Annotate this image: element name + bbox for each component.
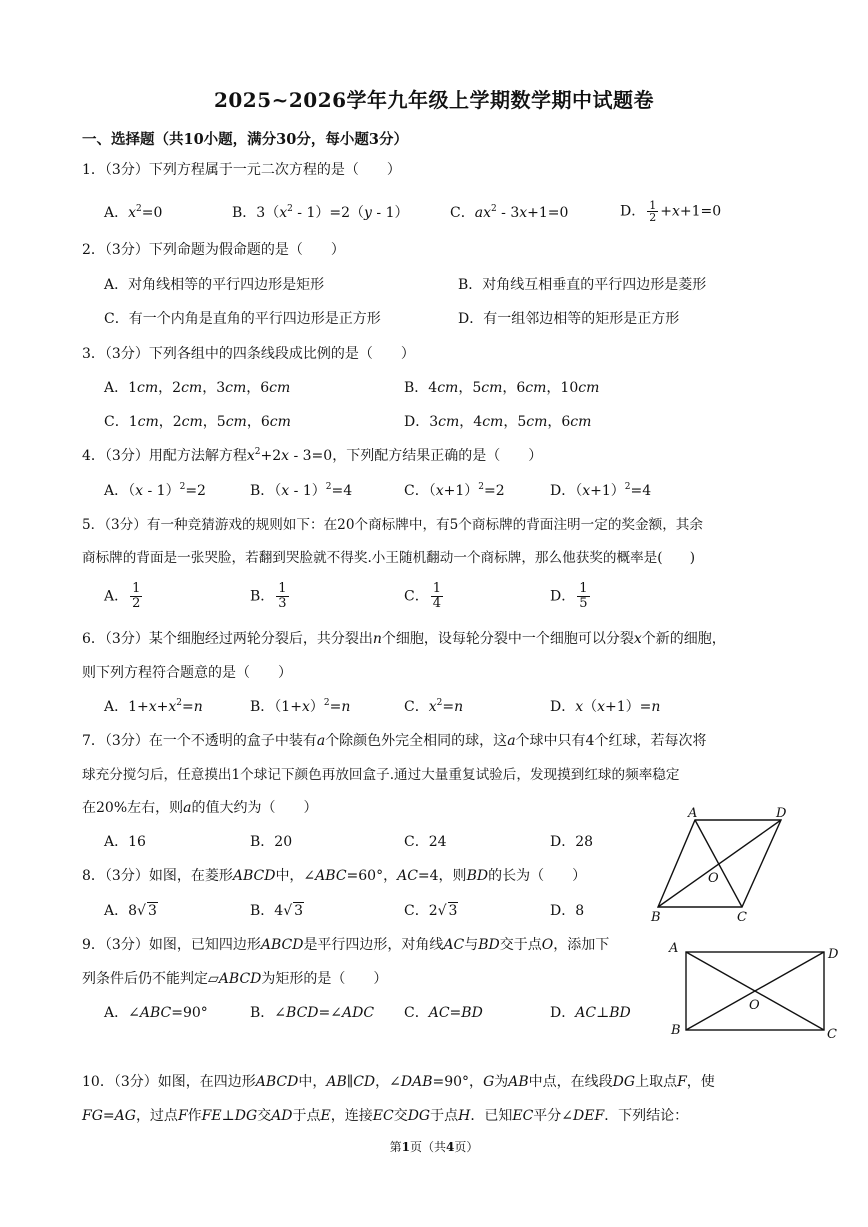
rhombus-figure: [648, 803, 796, 925]
q5-stem-line2: 商标牌的背面是一张哭脸，若翻到哭脸就不得奖.小王随机翻动一个商标牌，那么他获奖的概率是( ): [82, 550, 696, 566]
q3-option-a: A．1cm，2cm，3cm，6cm: [104, 380, 291, 396]
q3-stem: 3．（3分）下列各组中的四条线段成比例的是（ ）: [82, 346, 415, 362]
q9-option-c: C．AC=BD: [404, 1005, 483, 1021]
q1-option-c: C．$ax^2 - 3x+1=0$: [450, 204, 569, 221]
q7-option-b: B．20: [250, 834, 293, 850]
label-d: D: [828, 947, 839, 962]
label-b: B: [651, 910, 661, 925]
q10-stem-line1: 10．（3分）如图，在四边形ABCD中，AB∥CD，∠DAB=90°，G为AB中点，在线段DG上取点F，使: [82, 1074, 715, 1090]
q7-option-c: C．24: [404, 834, 447, 850]
q8-option-a: A．8√ 3: [104, 903, 157, 919]
q3-option-d: D．3cm，4cm，5cm，6cm: [404, 414, 592, 430]
q1-stem: 1．（3分）下列方程属于一元二次方程的是（ ）: [82, 162, 401, 178]
q7-stem-line1: 7．（3分）在一个不透明的盒子中装有a个除颜色外完全相同的球，这a个球中只有4个红球，若每次将: [82, 733, 707, 749]
rectangle-figure: [666, 938, 846, 1046]
q9-stem-line1: 9．（3分）如图，已知四边形ABCD是平行四边形，对角线AC与BD交于点O，添加下: [82, 937, 610, 953]
q2-option-c: C．有一个内角是直角的平行四边形是正方形: [104, 311, 381, 327]
q4-option-a: A．（x - 1）$^2$=2: [104, 482, 206, 499]
fraction: $\frac{1}{5}$: [579, 581, 588, 611]
q3-option-b: B．4cm，5cm，6cm，10cm: [404, 380, 600, 396]
q4-option-b: B．（x - 1）$^2$=4: [250, 482, 353, 499]
q2-stem: 2．（3分）下列命题为假命题的是（ ）: [82, 242, 345, 258]
q2-option-b: B．对角线互相垂直的平行四边形是菱形: [458, 277, 707, 293]
page-title: 2025~2026学年九年级上学期数学期中试题卷: [213, 88, 655, 112]
q6-option-b: B．$(1+x)^2=n$: [250, 698, 351, 715]
page-footer: 第1页（共4页）: [389, 1140, 479, 1154]
q9-stem-line2: 列条件后仍不能判定▱ABCD为矩形的是（ ）: [82, 971, 388, 987]
q8-option-d: D．8: [550, 903, 585, 919]
fraction: $\frac{1}{4}$: [432, 581, 441, 611]
q2-option-a: A．对角线相等的平行四边形是矩形: [104, 277, 325, 293]
label-a: A: [669, 941, 679, 956]
q8-option-b: B．4√ 3: [250, 903, 304, 919]
q7-stem-line3: 在20%左右，则a的值大约为（ ）: [82, 800, 318, 816]
q1-option-a: A．$x^2=0$: [104, 204, 163, 221]
q4-option-c: C．$(x+1)^2=2$: [404, 482, 505, 499]
q7-stem-line2: 球充分搅匀后，任意摸出1个球记下颜色再放回盒子.通过大量重复试验后，发现摸到红球的频率稳定: [82, 767, 680, 783]
label-o: O: [708, 871, 719, 886]
q6-option-c: C．$x^2=n$: [404, 698, 464, 715]
q4-stem: 4．（3分）用配方法解方程$x^2+2x - 3=0$，下列配方结果正确的是（ ）: [82, 447, 543, 464]
q5-option-d: D． $\frac{1}{5}$: [550, 581, 588, 611]
q1-option-b: B．$3(x^2 - 1)=2(y - 1)$: [232, 204, 409, 221]
q2-option-d: D．有一组邻边相等的矩形是正方形: [458, 311, 680, 327]
fraction: $\frac{1}{2}$: [132, 581, 141, 611]
q7-option-d: D．28: [550, 834, 594, 850]
q6-stem-line1: 6．（3分）某个细胞经过两轮分裂后，共分裂出n个细胞，设每轮分裂中一个细胞可以分裂x个新的细胞，: [82, 631, 726, 647]
q5-option-c: C． $\frac{1}{4}$: [404, 581, 441, 611]
q9-option-d: D．AC⊥BD: [550, 1005, 631, 1021]
label-a: A: [688, 806, 698, 821]
fraction: $\frac{1}{3}$: [278, 581, 287, 611]
q5-stem-line1: 5．（3分）有一种竞猜游戏的规则如下：在20个商标牌中，有5个商标牌的背面注明一定的奖金额，其余: [82, 517, 703, 533]
q6-stem-line2: 则下列方程符合题意的是（ ）: [82, 665, 292, 681]
label-c: C: [827, 1027, 837, 1042]
q6-option-d: D．x（x+1）=n: [550, 699, 661, 715]
section-heading: 一、选择题（共10小题，满分30分，每小题3分）: [82, 131, 408, 148]
fraction: $\frac{1}{2}$: [649, 199, 657, 224]
label-o: O: [749, 998, 760, 1013]
q8-option-c: C．2√ 3: [404, 903, 458, 919]
label-b: B: [671, 1023, 681, 1038]
q5-option-a: A． $\frac{1}{2}$: [104, 581, 141, 611]
q1-option-d: D． $\frac{1}{2}$ +x+1=0: [620, 199, 722, 224]
q8-stem: 8．（3分）如图，在菱形ABCD中，∠ABC=60°，AC=4，则BD的长为（ ）: [82, 868, 587, 884]
q5-option-b: B． $\frac{1}{3}$: [250, 581, 287, 611]
q9-option-b: B．∠BCD=∠ADC: [250, 1005, 375, 1021]
q10-stem-line2: FG=AG，过点F作FE⊥DG交AD于点E，连接EC交DG于点H．已知EC平分∠DEF．下列结论：: [82, 1108, 689, 1124]
label-c: C: [737, 910, 747, 925]
q4-option-d: D．$(x+1)^2=4$: [550, 482, 652, 499]
label-d: D: [776, 806, 787, 821]
q6-option-a: A．$1+x+x^2=n$: [104, 698, 203, 715]
q7-option-a: A．16: [104, 834, 146, 850]
q3-option-c: C．1cm，2cm，5cm，6cm: [104, 414, 291, 430]
q9-option-a: A．∠ABC=90°: [104, 1005, 208, 1021]
